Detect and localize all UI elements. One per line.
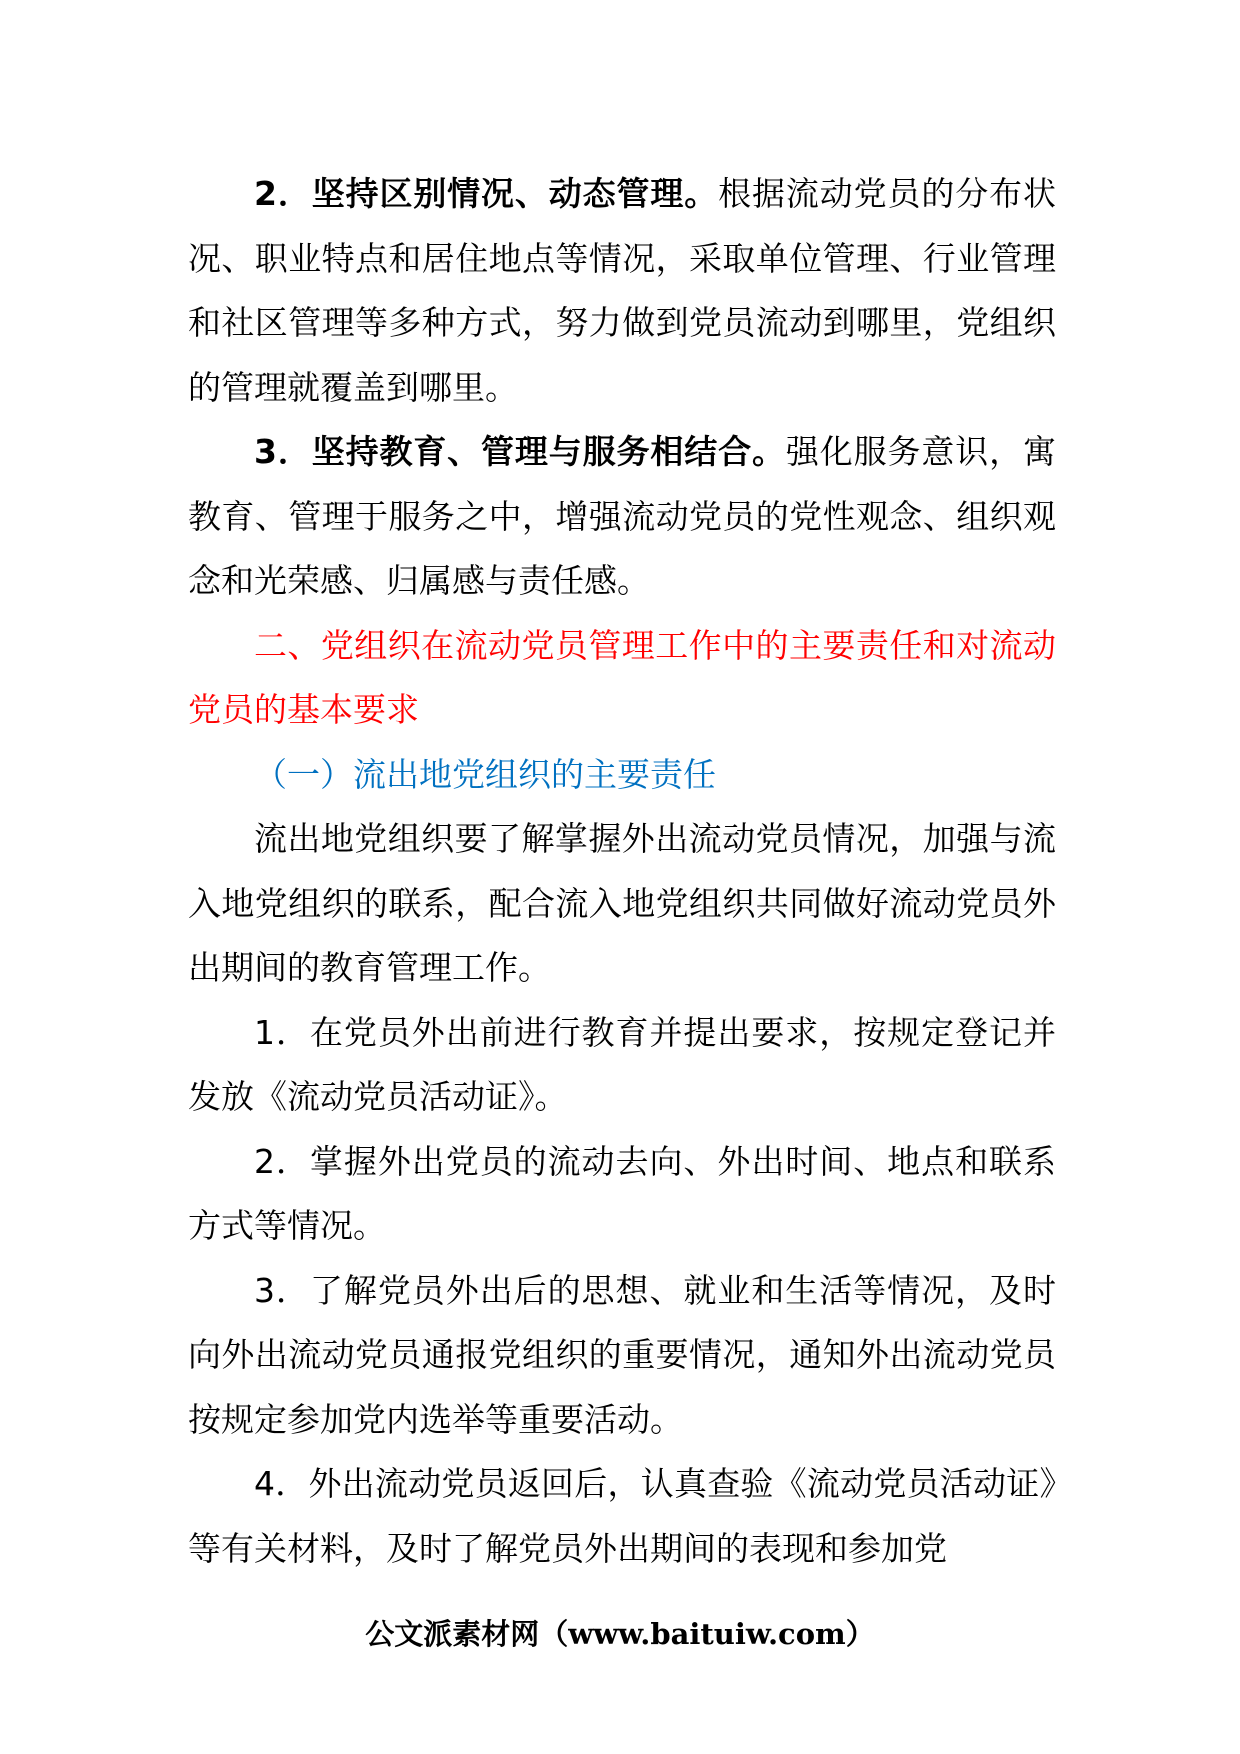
paragraph-intro: 流出地党组织要了解掌握外出流动党员情况，加强与流入地党组织的联系，配合流入地党组织共同做好流动党员外出期间的教育管理工作。 [188,819,1056,987]
paragraph-principle-3 [188,420,1056,614]
paragraph-text: 根据流动党员的分布状况、职业特点和居住地点等情况，采取单位管理、行业管理和社区管理等多种方式，努力做到党员流动到哪里，党组织的管理就覆盖到哪里。 [188,174,1056,407]
paragraph-item-2: 2．掌握外出党员的流动去向、外出时间、地点和联系方式等情况。 [188,1141,1056,1245]
section-heading: 二、党组织在流动党员管理工作中的主要责任和对流动党员的基本要求 [188,625,1056,729]
paragraph-text: 强化服务意识，寓教育、管理于服务之中，增强流动党员的党性观念、组织观念和光荣感、归属感与责任感。 [188,432,1057,600]
paragraph-item-4: 4．外出流动党员返回后，认真查验《流动党员活动证》等有关材料，及时了解党员外出期间的表现和参加党 [188,1464,1056,1568]
document-body [188,162,1056,1581]
footer-watermark: 公文派素材网（www.baituiw.com） [365,1617,875,1651]
paragraph-item-3: 3．了解党员外出后的思想、就业和生活等情况，及时向外出流动党员通报党组织的重要情况，通知外出流动党员按规定参加党内选举等重要活动。 [188,1270,1056,1439]
paragraph-lead: 2．坚持区别情况、动态管理。 [254,174,719,213]
subsection-heading: （一）流出地党组织的主要责任 [254,754,716,794]
paragraph-item-1: 1．在党员外出前进行教育并提出要求，按规定登记并发放《流动党员活动证》。 [188,1012,1056,1116]
paragraph-principle-2 [188,162,1056,420]
paragraph-lead: 3．坚持教育、管理与服务相结合。 [254,432,786,471]
